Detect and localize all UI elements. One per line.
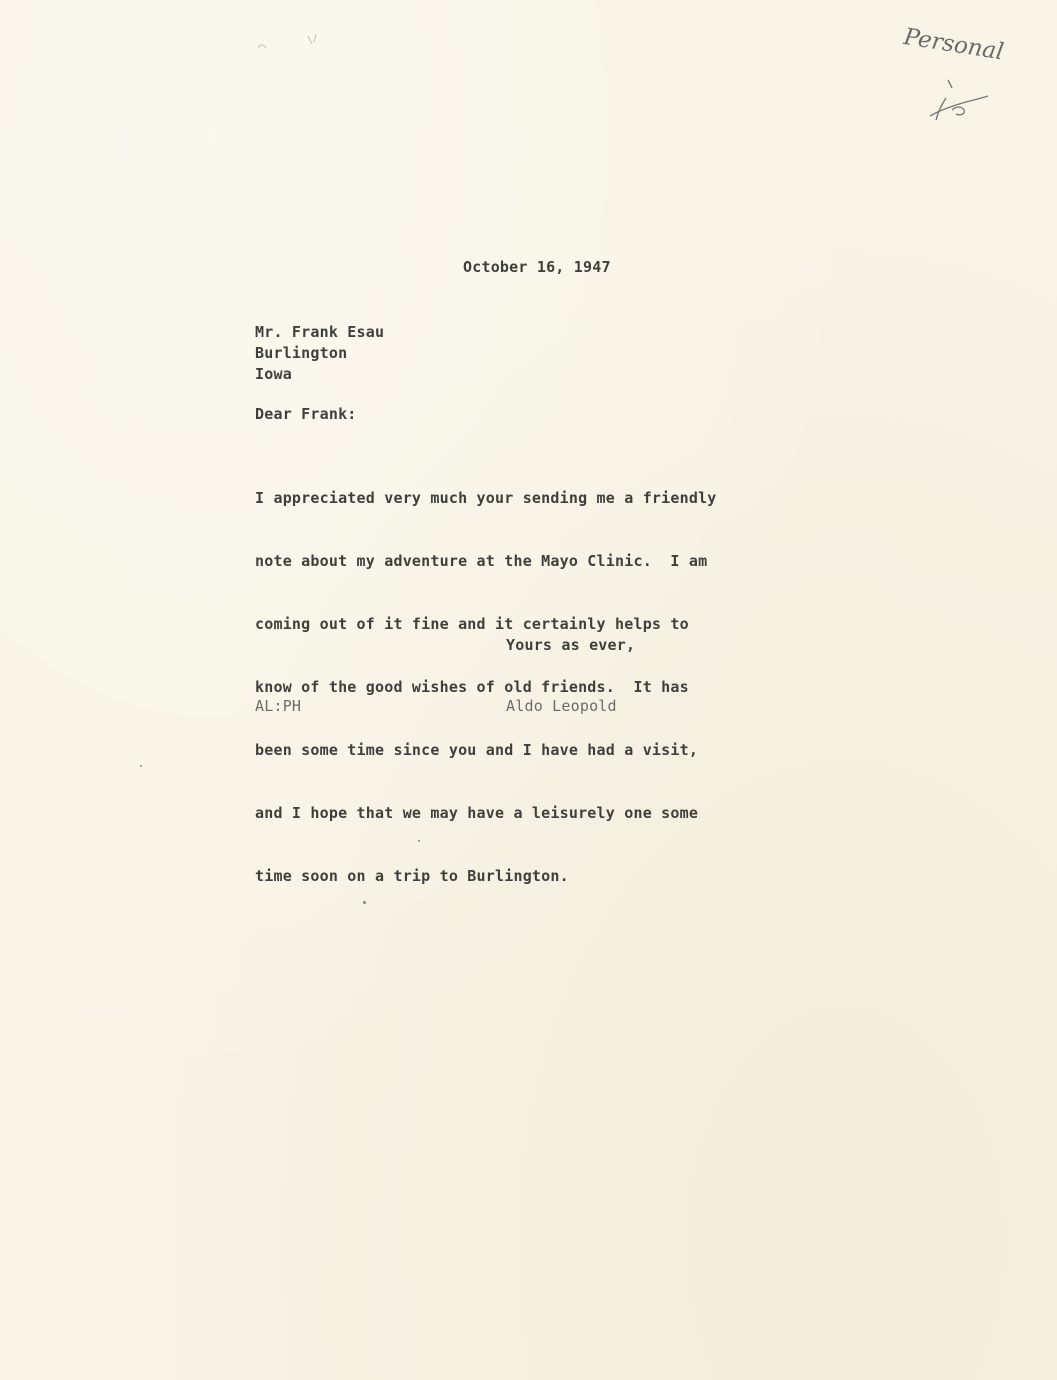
- body-line: been some time since you and I have had a visit,: [255, 741, 699, 759]
- letter-date: October 16, 1947: [463, 258, 611, 276]
- paper-speck: [363, 901, 366, 904]
- handwritten-annotation: Personal: [901, 24, 1006, 66]
- recipient-city: Burlington: [255, 344, 348, 362]
- typist-initials: AL:PH: [255, 697, 302, 715]
- paper-speck: [418, 840, 420, 842]
- body-line: time soon on a trip to Burlington.: [255, 867, 569, 885]
- recipient-name: Mr. Frank Esau: [255, 323, 385, 341]
- pencil-scribble-mark: [922, 76, 992, 124]
- body-line: know of the good wishes of old friends. It has: [255, 678, 689, 696]
- paper-speck: [140, 765, 142, 767]
- body-line: coming out of it fine and it certainly helps to: [255, 615, 689, 633]
- salutation: Dear Frank:: [255, 405, 357, 423]
- signature-name: Aldo Leopold: [506, 697, 617, 715]
- body-line: and I hope that we may have a leisurely one some: [255, 804, 699, 822]
- paper-marks: [250, 30, 330, 54]
- body-line: I appreciated very much your sending me a friendly: [255, 489, 717, 507]
- letter-body: [255, 446, 717, 929]
- body-line: note about my adventure at the Mayo Clinic. I am: [255, 552, 708, 570]
- recipient-state: Iowa: [255, 365, 292, 383]
- closing: Yours as ever,: [506, 636, 636, 654]
